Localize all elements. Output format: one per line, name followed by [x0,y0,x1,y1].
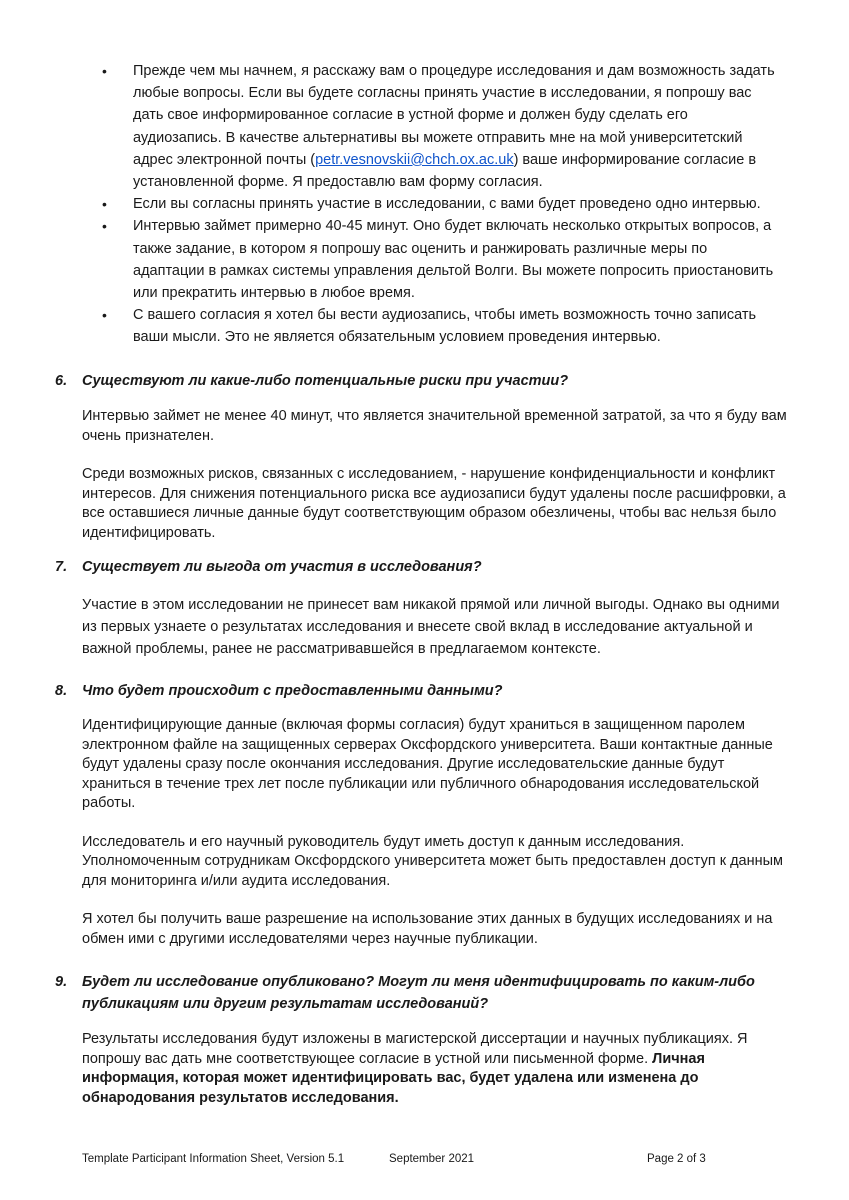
section-title: Существует ли выгода от участия в исследования? [82,559,482,575]
bullet-text: Интервью займет примерно 40-45 минут. Оно будет включать несколько открытых вопросов, а также задание, в котором я попрошу вас оценить и ранжировать различные меры по адаптации в рамках системы управления дельтой Волги. Вы можете попросить приостановить или прекратить интервью в любое время. [133,218,774,302]
footer-page-number: Page 2 of 3 [647,1153,706,1165]
section-number: 6. [55,373,68,389]
section-number: 8. [55,683,68,699]
bullet-item-procedure [100,60,780,193]
footer-date: September 2021 [389,1153,475,1165]
bold-notice: Личная информация, которая может идентифицировать вас, будет удалена или изменена до обнародования результатов исследования. [82,1050,705,1106]
section-number: 7. [55,559,68,575]
section-heading [55,680,790,702]
section-title: Что будет происходит с предоставленными данными? [82,683,503,699]
bullet-icon: • [102,63,107,79]
bullet-item-duration [100,215,780,304]
bullet-text: ) ваше информирование согласие в установленной форме. Я предоставлю вам форму согласия. [133,151,757,191]
section-paragraph [82,1030,790,1108]
section-heading [55,971,790,1015]
bullet-icon: • [102,307,107,324]
section-paragraph: Участие в этом исследовании не принесет вам никакой прямой или личной выгоды. Однако вы одними из первых узнаете о результатах исследования и внесете свой вклад в исследование актуальной и важной проблемы, ранее не рассматривавшейся в предлагаемом контексте. [82,597,780,657]
bullet-text: Если вы согласны принять участие в исследовании, с вами будет проведено одно интервью. [133,196,761,213]
section-heading [55,556,790,578]
paragraph-text: Результаты исследования будут изложены в магистерской диссертации и научных публикациях. Я попрошу вас дать мне соответствующее согласие в устной или письменной форме. [82,1031,748,1067]
bullet-text: С вашего согласия я хотел бы вести аудиозапись, чтобы иметь возможность точно записать ваши мысли. Это не является обязательным условием проведения интервью. [133,307,757,346]
section-data-handling [55,680,790,949]
section-publication [55,971,790,1108]
bullet-item-interview [100,193,780,215]
section-benefits [55,556,790,660]
bullet-text: Прежде чем мы начнем, я расскажу вам о процедуре исследования и дам возможность задать любые вопросы. Если вы будете согласны принять участие в исследовании, я попрошу вас дать свое информированное согласие в устной форме и должен буду сделать его аудиозапись. В качестве альтернативы вы можете отправить мне на мой университетский адрес электронной почты ( [133,63,775,168]
section-paragraph: Интервью займет не менее 40 минут, что является значительной временной затратой, за что я буду вам очень признателен. [82,408,787,444]
section-paragraph: Я хотел бы получить ваше разрешение на использование этих данных в будущих исследованиях и на обмен ими с другими исследователями через научные публикации. [82,911,773,947]
footer-template-version: Template Participant Information Sheet, Version 5.1 [82,1153,345,1165]
section-paragraph: Среди возможных рисков, связанных с исследованием, - нарушение конфиденциальности и конфликт интересов. Для снижения потенциального риска все аудиозаписи будут удалены после расшифровки, а все оставшиеся личные данные будут соответствующим образом обезличены, чтобы вас нельзя было идентифицировать. [82,466,786,541]
section-title: Существуют ли какие-либо потенциальные риски при участии? [82,373,569,389]
section-title: Будет ли исследование опубликовано? Могут ли меня идентифицировать по каким-либо публикациям или другим результатам исследований? [82,974,755,1012]
section-risks [55,370,790,543]
bullet-icon: • [102,218,107,235]
procedure-bullet-list [100,60,780,349]
section-number: 9. [55,974,68,990]
section-paragraph: Исследователь и его научный руководитель будут иметь доступ к данным исследования. Уполномоченным сотрудникам Оксфордского университета может быть предоставлен доступ к данным для мониторинга и/или аудита исследования. [82,833,784,889]
email-link[interactable]: petr.vesnovskii@chch.ox.ac.uk [315,151,514,168]
bullet-icon: • [102,196,107,213]
bullet-item-recording [100,304,780,348]
section-heading [55,370,790,392]
section-paragraph: Идентифицирующие данные (включая формы согласия) будут храниться в защищенном паролем электронном файле на защищенных серверах Оксфордского университета. Ваши контактные данные будут удалены сразу после окончания исследования. Другие исследовательские данные будут храниться в течение трех лет после публикации или публичного обнародования исследовательской работы. [82,717,773,811]
